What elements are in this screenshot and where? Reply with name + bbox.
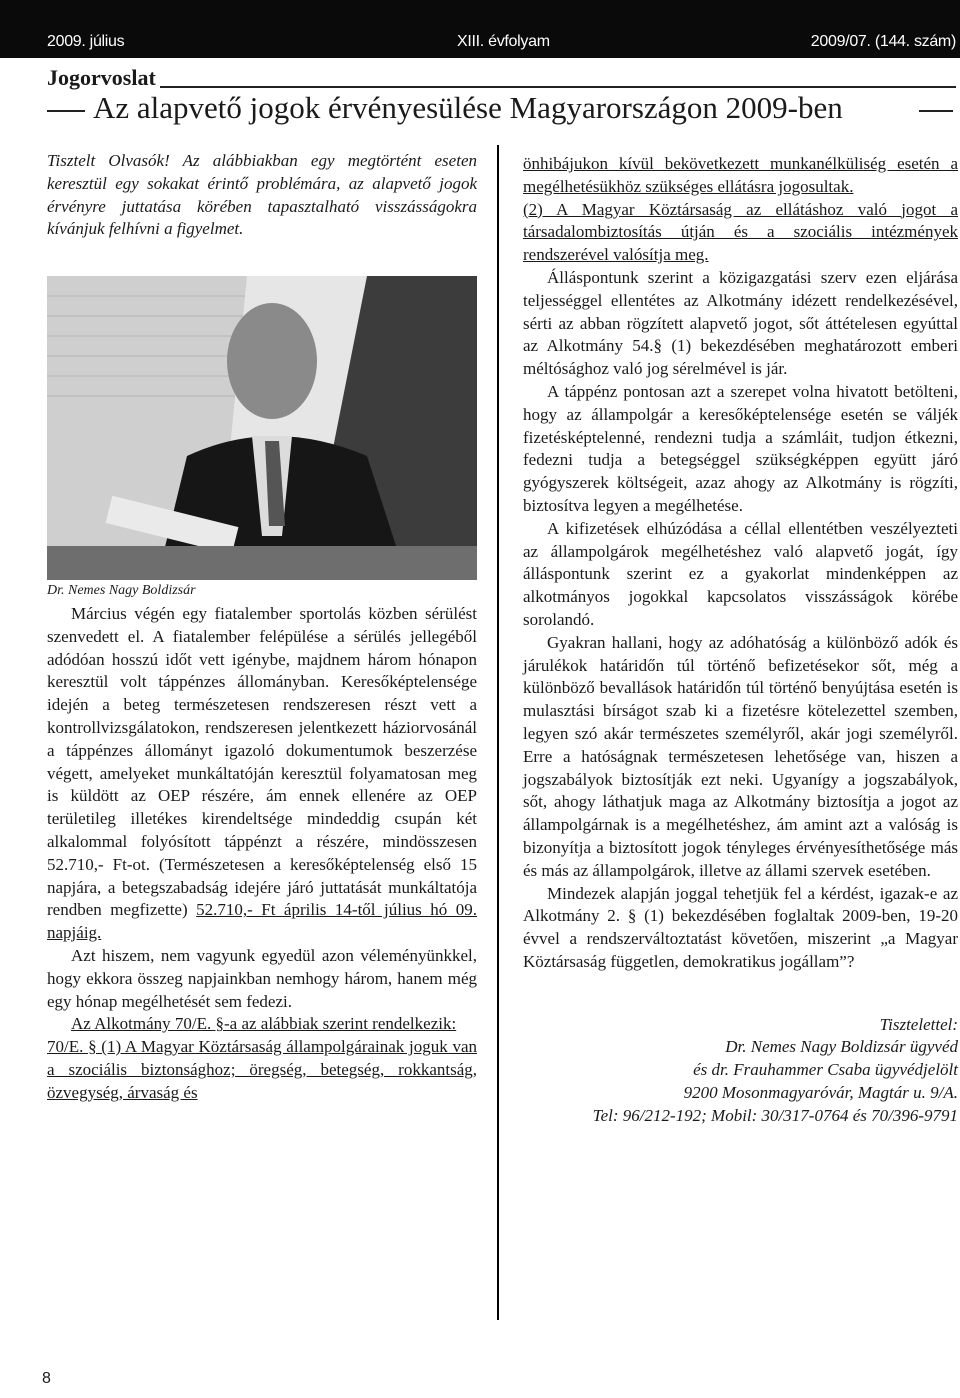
left-paragraph-3: Az Alkotmány 70/E. §-a az alábbiak szerint rendelkezik:	[71, 1014, 457, 1034]
quote-paragraph-2: (2) A Magyar Köztársaság az ellátáshoz való jogot a társadalombiztosítás útján és a szociális intézmények rendszerével valósítja meg.	[523, 199, 958, 265]
header-volume: XIII. évfolyam	[457, 33, 550, 50]
left-paragraph-2: Azt hiszem, nem vagyunk egyedül azon véleményünkkel, hogy ekkora összeg napjainkban nemhogy három, hanem még egy hónap megélhetését sem fedezi.	[47, 945, 477, 1011]
right-paragraph-3: A kifizetések elhúzódása a céllal ellentétben veszélyezteti az állampolgárok megélhetéshez való alapvető jogát, így álláspontunk szerint ez a gyakorlat mindenképpen az alkotmányos jogokkal kapcsolatos visszásságok körébe sorolandó.	[523, 518, 958, 629]
signature-greeting: Tisztelettel:	[879, 1014, 958, 1034]
section-heading	[47, 66, 960, 90]
right-paragraph-2: A táppénz pontosan azt a szerepet volna hivatott betölteni, hogy az állampolgár a keresőképtelensége esetén se váljék fizetésképtelenné, rendezni tudja a számláit, tudjon étkezni, fedezni tudja a betegséggel szükségképpen együtt járó gyógyszerek költségeit, azaz ahogy az Alkotmány is rögzíti, biztosítva legyen a megélhetése.	[523, 381, 958, 515]
article-title	[47, 90, 957, 126]
right-paragraph-1: Álláspontunk szerint a közigazgatási szerv ezen eljárása teljességgel ellentétes az Alkotmány idézett rendelkezésével, sérti az abban rögzített alapvető jogot, sőt áttételesen egyúttal az Alkotmány 54.§ (1) bekezdésében meghatározott emberi méltósághoz való jog sérelmével is jár.	[523, 267, 958, 379]
title-text: Az alapvető jogok érvényesülése Magyarországon 2009-ben	[93, 90, 843, 125]
right-column	[523, 153, 958, 1128]
header-date: 2009. július	[47, 33, 125, 50]
column-divider	[497, 145, 499, 1320]
signature-address: 9200 Mosonmagyaróvár, Magtár u. 9/A.	[683, 1083, 958, 1103]
section-label: Jogorvoslat	[47, 66, 160, 90]
page-number: 8	[42, 1370, 51, 1387]
photo-caption: Dr. Nemes Nagy Boldizsár	[47, 583, 196, 599]
title-rule-left	[47, 110, 85, 112]
intro-paragraph: Tisztelt Olvasók! Az alábbiakban egy megtörtént eseten keresztül egy sokakat érintő problémára, az alapvető jogok érvényre juttatása körében tapasztalható visszásságokra kívánjuk felhívni a figyelmet.	[47, 151, 477, 239]
left-paragraph-4: 70/E. § (1) A Magyar Köztársaság állampolgárainak joguk van a szociális biztonsághoz; öregség, betegség, rokkantság, özvegység, árvaság és	[47, 1037, 477, 1102]
left-paragraph-1-underlined: 52.710,- Ft április 14-től július hó 09. napjáig.	[47, 900, 477, 943]
right-paragraph-5: Mindezek alapján joggal tehetjük fel a kérdést, igazak-e az Alkotmány 2. § (1) bekezdésében foglaltak 2009-ben, 19-20 évvel a rendszerváltoztatást követően, miszerint „a Magyar Köztársaság független, demokratikus jogállam”?	[523, 883, 958, 971]
page-header	[0, 0, 960, 58]
left-column	[47, 150, 477, 1105]
signature-block	[523, 1014, 958, 1128]
left-paragraph-1	[47, 603, 477, 945]
header-issue: 2009/07. (144. szám)	[810, 33, 956, 50]
signature-author: Dr. Nemes Nagy Boldizsár ügyvéd	[725, 1037, 958, 1057]
signature-phone: Tel: 96/212-192; Mobil: 30/317-0764 és 70/396-9791	[592, 1105, 958, 1125]
author-photo-image	[47, 276, 477, 580]
quote-paragraph-1: önhibájukon kívül bekövetkezett munkanélküliség esetén a megélhetésükhöz szükséges ellátásra jogosultak.	[523, 154, 958, 196]
right-paragraph-4: Gyakran hallani, hogy az adóhatóság a különböző adók és járulékok határidőn túl történő befizetésekor sőt, még a különböző bevallások határidőn túl történő benyújtása esetén is mulasztási bírságot szab ki a fizetésre kötelezettel szemben, legyen szó akár természetes személyről, akár jogi személyről. Erre a hatóságnak természetesen lehetősége van, hiszen a jogszabályok biztosítják ezt neki. Ugyanígy a jogszabályok, sőt, ahogy láthatjuk maga az Alkotmány biztosítja a jogot az állampolgárnak is a megélhetéshez, ám amint azt a valóság is bizonyítja a biztosított jogok tényleges érvényesíthetősége más és más az állampolgárok, illetve az állami szervek esetében.	[523, 632, 958, 880]
signature-coauthor: és dr. Frauhammer Csaba ügyvédjelölt	[693, 1060, 958, 1080]
section-rule	[47, 86, 956, 88]
author-photo	[47, 276, 477, 580]
left-paragraph-1-text: Március végén egy fiatalember sportolás közben sérülést szenvedett el. A fiatalember felépülése a sérülés jellegéből adódóan hosszú időt vett igénybe, majdnem három hónapon keresztül volt táppénzes állományban. Keresőképtelensége idején a beteg természetesen rendszeresen részt vett a kontrollvizsgálatokon, rendszeresen jelentkezett háziorvosánál a táppénzes állományt igazoló dokumentumok beszerzése végett, amelyeket munkáltatóján keresztül folyamatosan meg is küldött az OEP részére, ám ennek ellenére az OEP területileg illetékes kirendeltsége mindeddig csupán két alkalommal folyósított táppénzt a részére, mindösszesen 52.710,- Ft-ot. (Természetesen a keresőképtelenség első 15 napjára, a betegszabadság idejére járó juttatását munkáltatója rendben megfizette)	[47, 603, 477, 920]
title-rule-right	[919, 110, 953, 112]
